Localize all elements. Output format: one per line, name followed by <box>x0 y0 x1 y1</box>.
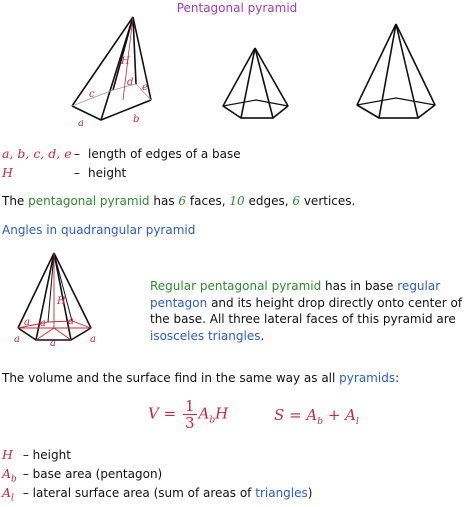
base-edge-label: a <box>68 316 74 327</box>
edge-label-b: b <box>133 114 140 125</box>
paragraph-text: . <box>260 328 265 343</box>
formula-symbol: V <box>148 404 159 423</box>
regular-pentagon-link[interactable]: regular pentagon <box>150 279 441 310</box>
legend-text: ) <box>307 486 313 500</box>
angles-heading-link[interactable]: Angles in quadrangular pyramid <box>2 223 196 237</box>
paragraph-text: and its height drop directly onto center of the base. All three lateral faces of this pyramid are <box>150 295 463 326</box>
formula-symbol: A <box>345 406 357 424</box>
page-title: Pentagonal pyramid <box>176 1 298 15</box>
height-label-H: H <box>121 56 130 67</box>
regular-pyramid-2 <box>357 24 435 118</box>
fraction <box>183 398 197 431</box>
formula-subscript: b <box>317 417 324 427</box>
legend-base-area <box>2 466 163 485</box>
base-edge-label: a <box>14 334 20 345</box>
formula-subscript: l <box>356 417 359 427</box>
surface-formula <box>274 406 359 427</box>
legend-text: – base area (pentagon) <box>22 467 163 481</box>
legend-text: – height <box>22 448 71 462</box>
volume-formula <box>148 398 228 431</box>
base-edge-label: a <box>90 334 96 345</box>
legend-text: – lateral surface area (sum of areas of <box>22 486 252 500</box>
base-edge-label: a <box>24 317 30 328</box>
legend-symbol: $A_b$ <box>2 466 17 485</box>
definition-text: length of edges of a base <box>88 147 241 161</box>
sentence-text: faces, <box>189 194 226 208</box>
legend-symbol: $A_l$ <box>2 485 14 504</box>
formula-symbol: A <box>306 406 318 424</box>
edge-label-a: a <box>78 118 84 129</box>
pyramid-figures <box>0 0 474 130</box>
pentagonal-pyramid-term[interactable]: pentagonal pyramid <box>28 194 150 208</box>
oblique-pyramid <box>72 17 151 120</box>
regular-pyramid-figure <box>0 240 140 350</box>
isosceles-triangles-link[interactable]: isosceles triangles <box>150 328 261 343</box>
pyramids-link[interactable]: pyramids <box>339 371 396 385</box>
base-edge-label: a <box>50 338 56 349</box>
formula-operator: + <box>327 406 341 424</box>
sentence-text: The volume and the surface find in the same way as all <box>2 371 336 385</box>
formula-operator: = <box>289 406 302 424</box>
formula-symbol: A <box>198 404 210 423</box>
volume-sentence <box>2 371 399 385</box>
definition-symbol: H <box>2 165 13 180</box>
height-label-H: H <box>57 296 66 307</box>
sentence-text: The <box>2 194 25 208</box>
sentence-text: vertices. <box>303 194 356 208</box>
definition-row-edges <box>0 146 474 162</box>
definition-dash: – <box>74 147 80 161</box>
edges-count: 10 <box>229 194 245 208</box>
sentence-text: has <box>153 194 175 208</box>
counts-sentence <box>2 194 355 208</box>
fraction-numerator: 1 <box>184 397 195 415</box>
edge-label-e: e <box>142 82 148 93</box>
faces-count: 6 <box>178 194 187 208</box>
edge-label-d: d <box>127 77 134 88</box>
triangles-link[interactable]: triangles <box>255 486 308 500</box>
definition-dash: – <box>74 166 80 180</box>
legend-height <box>2 447 71 463</box>
legend-symbol: H <box>2 447 13 462</box>
sentence-text: : <box>395 371 400 385</box>
paragraph-text: has in base <box>325 279 394 293</box>
fraction-denominator: 3 <box>184 414 195 432</box>
formula-subscript: b <box>209 415 216 426</box>
regular-pentagonal-pyramid-term[interactable]: Regular pentagonal pyramid <box>150 279 322 293</box>
definition-text: height <box>88 166 127 180</box>
sentence-text: edges, <box>248 194 289 208</box>
regular-pyramid-paragraph <box>150 278 472 344</box>
base-edge-label: a <box>40 318 46 329</box>
formula-operator: = <box>163 404 177 423</box>
formula-symbol: H <box>215 404 229 423</box>
edge-label-c: c <box>89 89 95 100</box>
formula-symbol: S <box>274 406 285 424</box>
vertices-count: 6 <box>292 194 300 208</box>
definition-symbol: a, b, c, d, e <box>2 146 72 161</box>
regular-pyramid-1 <box>223 48 288 118</box>
legend-lateral-area <box>2 485 313 504</box>
definition-row-height <box>0 165 474 181</box>
